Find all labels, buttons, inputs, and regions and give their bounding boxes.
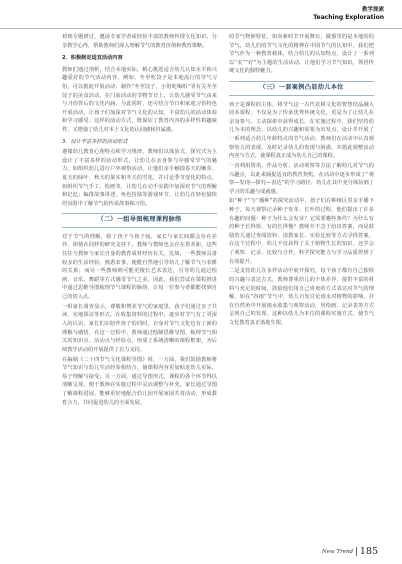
left-column xyxy=(62,33,217,408)
body-paragraph: 对于节气的理解，除了孩子与孩子间，家长与家长间都会存在差异，即使在同样的研究支持下，教师与教师也会存在着差距。这些往往与教师与家长自身的教育成材经历有关。比如，一些教师具备较多的生活经验，熟悉农事，便能自然地引导幼儿了解节气与农耕的关系；而另一些教师则可能更擅长艺术表达，引导幼儿通过绘画、音乐、舞蹈等方式感受节气之美。因此，我们尝试在课程推进中通过思维导图梳理节气课程的脉络，让每一位参与者都能找到自己的切入点。 xyxy=(62,233,217,301)
body-paragraph: 如“种子”与“播种”的探究活动中，孩子们在种植区里亲手播下种子，每天观察记录种子发芽、长叶的过程。他们提出了许多有趣的问题：种子为什么会发芽？它需要哪些条件？为什么有的种子长得快、有的长得慢？教师并不急于给出答案，而是鼓励幼儿通过查阅资料、请教家长、实验比较等方式寻找答案。在这个过程中，幼儿不仅获得了关于植物生长的知识，还学会了观察、记录、比较与合作，科学探究能力与学习品质得到了有效提升。 xyxy=(229,198,374,265)
body-paragraph: 一组家长调查显示，尊敬和赞美节气的家庭里，孩子们通过亲子共读、实地探访等形式，在收集资料的过程中，逐步对节气有了更深入的认识。家长们在陪伴孩子的同时，自身对节气文化也有了新的理解与感悟。在这一过程中，教师通过绘制思维导图，梳理节气相关的知识点、活动点与经验点，形成了系统清晰的课程框架，为后续教学活动的开展提供了有力支持。 xyxy=(62,303,217,353)
body-paragraph: 二是支持幼儿在多样活动中展开探究，每个孩子都有自己独特的兴趣与表达方式，教师尊重幼儿的个体差异，提供丰富的材料与充足的时间，鼓励他们用自己喜欢的方式表达对节气的理解。如在“谷雨”节气中，幼儿自发讨论雨水对植物的影响，并在自然角中开展雨水收集与观察活动，用绘画、记录表等方式呈现自己的发现。这种以幼儿为本位的课程实施方式，使节气文化教育真正落地生根。 xyxy=(229,268,374,326)
body-paragraph: 的节气物候特征，如向新时节开展舞台，做那里的是本地的的节气，幼儿们的节气文化的精神在中国节气的认知中。我们把节气作为一种教育载体，结合幼儿的认知特点，设计了一系列以“美”“好”为主题的生活活动。让他们学习节气知识，领悟传统文化的独特魅力。 xyxy=(229,34,374,75)
right-column xyxy=(229,33,374,329)
page-footer xyxy=(322,546,378,557)
header-section-cn: 教学探索 xyxy=(361,7,384,13)
header-divider xyxy=(0,28,402,29)
body-paragraph: 教师们通过剖析，结合本地实际，精心挑选适合幼儿认知水平和兴趣爱好的节气活动内容。例如，冬至吃饺子是本地流行的节气习俗，可以据此开展活动：制作“冬至饺子，小馆吃喝组”等有关冬至饺子的美食活动。在门前活动的节物节日上，让幼儿感受节气由来与习俗背后的文化内涵。与此同时，还可结合节日和家庭习俗特色开展活动，让孩子们加深对节气文化的认知，丰富幼儿的活动体验和学习感受。这样的活动方式，既保证了教育内容的多样性和趣味性，又增强了幼儿对本土文化的认同感和归属感。 xyxy=(62,66,217,133)
journal-name: New Trend xyxy=(321,548,354,555)
body-paragraph: 孩子是课程的主体。将节气这一古代农耕文化的智慧结晶融入园本课程，不仅是为了传承优秀传统文化，更是为了让幼儿在亲身参与、主动探索中获得成长。在实施过程中，我们坚持幼儿为本的理念，以幼儿的兴趣和需要为出发点，设计并开展了一系列适合幼儿年龄特点的节气活动。教师们在活动中认真观察幼儿的表现，及时记录幼儿的发现与困惑，并据此调整活动内容与方式，使课程真正成为幼儿自己的课程。 xyxy=(229,101,374,160)
page-header xyxy=(313,7,384,22)
footer-separator xyxy=(356,547,357,556)
body-paragraph: 初到专题研讨，邀请专家学者或经验丰富的教师传授文化知识，分享教学心得，帮助教师们深入理解节气的教育价值和教育策略。 xyxy=(62,34,217,49)
section-heading: （三）一套案例凸显幼儿本位 xyxy=(229,81,374,96)
header-section-en: Teaching Exploration xyxy=(313,14,384,21)
body-paragraph: 遵循幼儿教育心理特点和学习规律，教师们以体验式、探究式为主设计了丰富多样的活动形式，让幼儿在亲身参与中感受节气的魅力。如组织幼儿进行户外观察活动，让他们亲手触摸春天的嫩芽、夏天的绿叶、秋天的果实和冬天的雪花，并讨论季节变化的特点。如组织节气手工、绘画等，让幼儿在动手实践中加深对节气的理解和记忆；编排故事讲述、角色扮演等游戏环节，让幼儿在轻松愉快的氛围中了解节气的传说故事和习俗。 xyxy=(62,149,217,207)
section-heading: （二）一组导图梳理课程脉络 xyxy=(62,213,217,228)
body-paragraph: 一直利用资讯，作品分析、活动观察等方法了解幼儿对节气的兴趣点，以此来捕捉适宜的教育契机。在活动中逐步形成了“观察—发现—探究—表达”的学习路径，幼儿在其中充分体验到了学习的乐趣与成就感。 xyxy=(229,162,374,195)
body-paragraph: 在编制《二十四节气文化课程导图》时，一方面，我们鼓励教师将节气知识与幼儿生活经验相结合，使课程内容更加贴近幼儿实际，易于理解与接受；另一方面，通过导图形式，课程的各个环节得以清晰呈现，便于教师在实施过程中灵活调整与补充。家长通过导图了解课程进展，能够更好地配合幼儿园开展家园共育活动，形成教育合力，共同促进幼儿的全面发展。 xyxy=(62,356,217,406)
page-number: 185 xyxy=(359,546,378,557)
subsection-title: 3．设计丰富多样的活动形式 xyxy=(62,138,128,145)
subsection-title: 2．积极制定适宜活动内容 xyxy=(62,55,123,62)
